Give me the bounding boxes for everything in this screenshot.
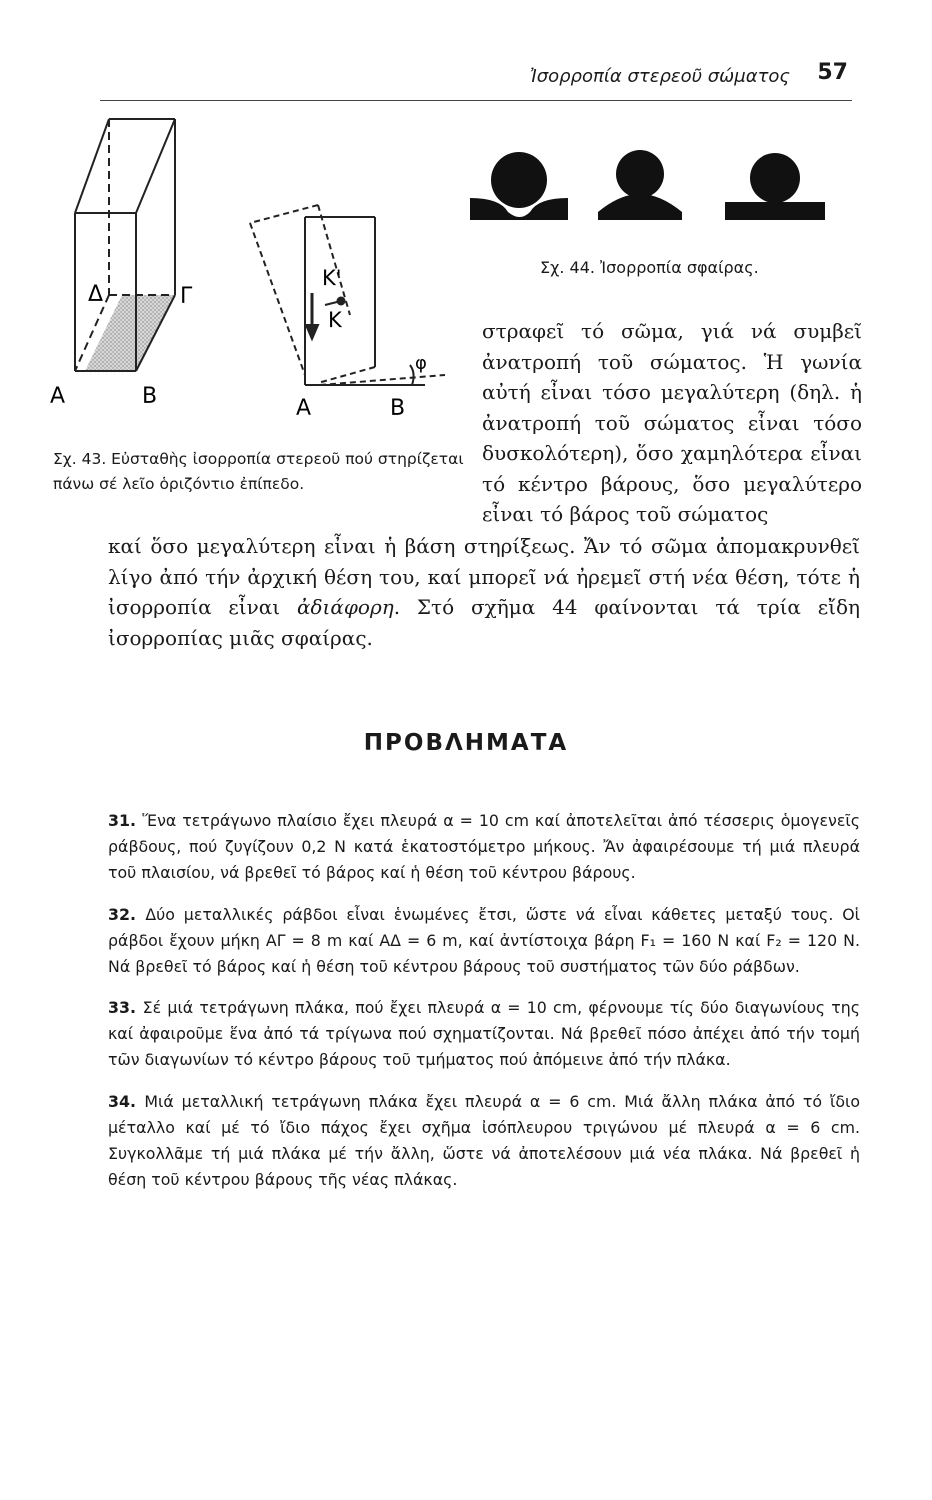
body-paragraph-narrow: στραφεῖ τό σῶμα, γιά νά συμβεῖ ἀνατροπή τοῦ σώματος. Ἡ γωνία αὐτή εἶναι τόσο μεγαλύτερη (δηλ. ἡ ἀνατροπή τοῦ σώματος εἶναι τόσο δυσκολότερη), ὅσο χαμηλότερα εἶναι τό κέντρο βάρους, ὅσο μεγαλύτερο εἶναι τό βάρος τοῦ σώματος bbox=[482, 319, 862, 526]
problem-number: 34. bbox=[108, 1092, 136, 1112]
figure-43-caption: Σχ. 43. Εὐσταθὴς ἰσορροπία στερεοῦ πού στηρίζεται πάνω σέ λεῖο ὁριζόντιο ἐπίπεδο. bbox=[53, 450, 464, 493]
label-delta: Δ bbox=[88, 282, 104, 307]
label-gamma: Γ bbox=[180, 284, 193, 309]
problem-32 bbox=[108, 902, 860, 980]
page-number: 57 bbox=[817, 60, 848, 85]
label-k-prime: Κ' bbox=[322, 266, 342, 290]
neutral-equilibrium-drawing bbox=[725, 153, 825, 220]
body-paragraph-full bbox=[108, 531, 860, 653]
emphasis-term: ἀδιάφορη bbox=[297, 595, 394, 619]
problem-text: Μιά μεταλλική τετράγωνη πλάκα ἔχει πλευρά α = 6 cm. Μιά ἄλλη πλάκα ἀπό τό ἴδιο μέταλλο καί μέ τό ἴδιο πάχος ἔχει σχῆμα ἰσόπλευρου τριγώνου μέ πλευρά α = 6 cm. Συγκολλᾶμε τή μιά πλάκα μέ τήν ἄλλη, ὥστε νά ἀποτελέσουν μιά νέα πλάκα. Νά βρεθεῖ ἡ θέση τοῦ κέντρου βάρους τῆς νέας πλάκας. bbox=[108, 1092, 860, 1190]
label-alpha-left: Α bbox=[50, 384, 66, 409]
running-title: Ἰσορροπία στερεοῦ σώματος bbox=[529, 66, 790, 87]
label-beta-right: Β bbox=[390, 396, 406, 421]
figure-43 bbox=[50, 105, 480, 425]
label-beta-left: Β bbox=[142, 384, 158, 409]
oblique-prism-drawing bbox=[75, 119, 175, 371]
problem-33 bbox=[108, 995, 860, 1073]
paragraph-start: καί ὅσο μεγαλύτερη εἶναι ἡ βάση στηρίξεως. Ἄν τό σῶμα ἀπομακρυνθεῖ λίγο ἀπό τήν ἀρχική θέση του, καί μπορεῖ νά ἠρεμεῖ στή νέα θέση, τότε ἡ ἰσορροπία εἶναι bbox=[108, 534, 860, 619]
figure-44 bbox=[470, 150, 870, 230]
problem-text: Σέ μιά τετράγωνη πλάκα, πού ἔχει πλευρά α = 10 cm, φέρνουμε τίς δύο διαγωνίους της καί ἀφαιροῦμε ἕνα ἀπό τά τρίγωνα πού σχηματίζονται. Νά βρεθεῖ πόσο ἀπέχει ἀπό τήν τομή τῶν διαγωνίων τό κέντρο βάρους τοῦ τμήματος πού ἀπόμεινε ἀπό τήν πλάκα. bbox=[108, 998, 861, 1070]
problem-31 bbox=[108, 808, 860, 886]
problem-number: 32. bbox=[108, 904, 136, 924]
label-k: Κ bbox=[328, 308, 342, 332]
problem-text: Δύο μεταλλικές ράβδοι εἶναι ἑνωμένες ἔτσι, ὥστε νά εἶναι κάθετες μεταξύ τους. Οἱ ράβδοι ἔχουν μήκη ΑΓ = 8 m καί ΑΔ = 6 m, καί ἀντίστοιχα βάρη F₁ = 160 Ν καί F₂ = 120 Ν. Νά βρεθεῖ τό βάρος καί ἡ θέση τοῦ κέντρου βάρους τοῦ συστήματος τῶν δύο ράβδων. bbox=[108, 904, 860, 976]
problems-heading: ΠΡΟΒΛΗΜΑΤΑ bbox=[363, 730, 569, 756]
page-header bbox=[100, 52, 852, 101]
unstable-equilibrium-drawing bbox=[598, 150, 682, 220]
problems-list bbox=[108, 792, 860, 1207]
problem-34 bbox=[108, 1089, 860, 1193]
label-phi: φ bbox=[415, 353, 427, 374]
stable-equilibrium-drawing bbox=[470, 152, 568, 220]
paragraph-end: . Στό σχῆμα 44 φαίνονται τά τρία εἴδη ἰσορροπίας μιᾶς σφαίρας. bbox=[108, 595, 861, 650]
figure-44-caption: Σχ. 44. Ἰσορροπία σφαίρας. bbox=[540, 258, 759, 277]
problem-text: Ἕνα τετράγωνο πλαίσιο ἔχει πλευρά α = 10 cm καί ἀποτελεῖται ἀπό τέσσερις ὁμογενεῖς ράβδους, πού ζυγίζουν 0,2 Ν κατά ἑκατοστόμετρο μήκους. Ἄν ἀφαιρέσουμε τή μιά πλευρά τοῦ πλαισίου, νά βρεθεῖ τό βάρος καί ἡ θέση τοῦ κέντρου βάρους. bbox=[108, 810, 861, 882]
problem-number: 31. bbox=[108, 810, 136, 830]
problem-number: 33. bbox=[108, 998, 136, 1018]
label-alpha-right: Α bbox=[296, 396, 312, 421]
